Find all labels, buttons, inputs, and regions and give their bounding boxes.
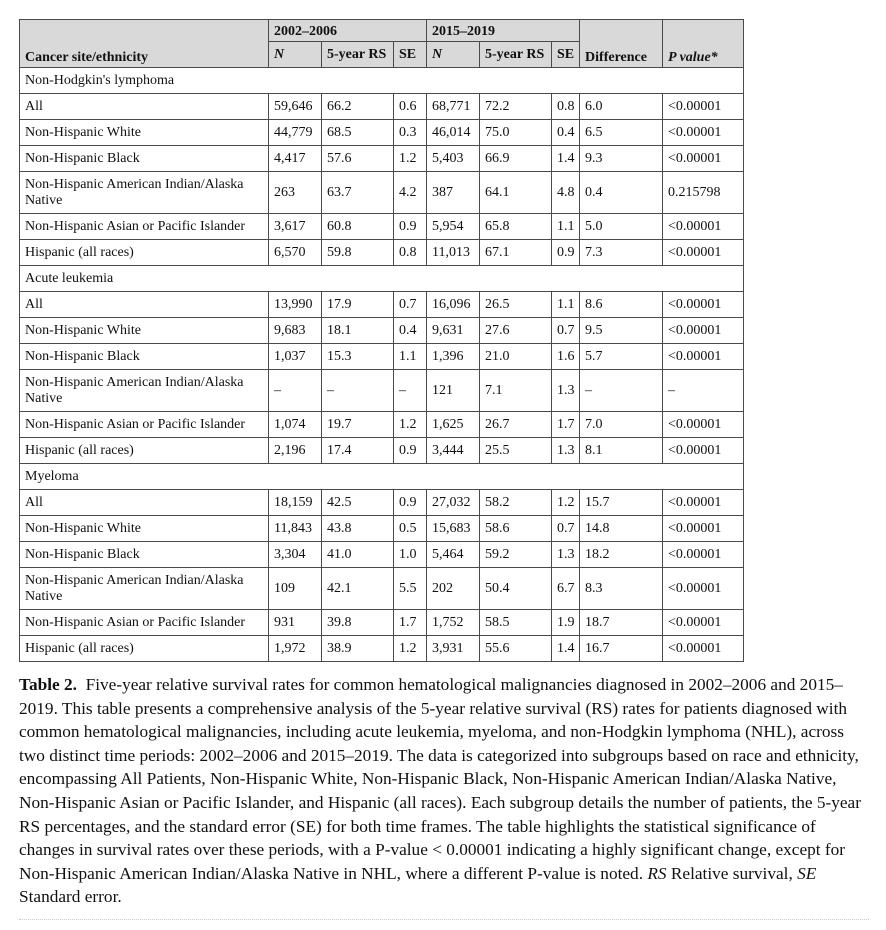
cell-rs-b: 27.6 bbox=[480, 318, 552, 344]
cell-rs-a: 68.5 bbox=[322, 120, 394, 146]
table-row bbox=[20, 146, 744, 172]
cell-rs-b: 21.0 bbox=[480, 344, 552, 370]
cell-n-b: 27,032 bbox=[427, 490, 480, 516]
cell-se-b: 0.7 bbox=[552, 516, 580, 542]
cell-rs-a: 17.4 bbox=[322, 438, 394, 464]
cell-se-a: 0.9 bbox=[394, 214, 427, 240]
cell-se-a: 1.0 bbox=[394, 542, 427, 568]
cell-label: Non-Hispanic Black bbox=[20, 344, 269, 370]
cell-se-b: 1.3 bbox=[552, 370, 580, 412]
cell-se-a: 1.7 bbox=[394, 610, 427, 636]
header-period-b: 2015–2019 bbox=[427, 20, 580, 42]
cell-n-b: 1,396 bbox=[427, 344, 480, 370]
cell-difference: 9.5 bbox=[580, 318, 663, 344]
cell-n-b: 15,683 bbox=[427, 516, 480, 542]
cell-se-a: 0.3 bbox=[394, 120, 427, 146]
table-row bbox=[20, 490, 744, 516]
cell-p-value: <0.00001 bbox=[663, 318, 744, 344]
caption-abbr-se-text: Standard error. bbox=[19, 887, 122, 907]
cell-n-a: 931 bbox=[269, 610, 322, 636]
cell-n-a: – bbox=[269, 370, 322, 412]
cell-rs-a: 60.8 bbox=[322, 214, 394, 240]
cell-rs-b: 72.2 bbox=[480, 94, 552, 120]
table-row bbox=[20, 120, 744, 146]
cell-p-value: <0.00001 bbox=[663, 120, 744, 146]
cell-difference: 6.5 bbox=[580, 120, 663, 146]
cell-se-a: 0.7 bbox=[394, 292, 427, 318]
cell-se-b: 0.9 bbox=[552, 240, 580, 266]
section-row bbox=[20, 266, 744, 292]
cell-n-a: 44,779 bbox=[269, 120, 322, 146]
cell-rs-a: 18.1 bbox=[322, 318, 394, 344]
cell-se-b: 1.3 bbox=[552, 542, 580, 568]
cell-se-b: 6.7 bbox=[552, 568, 580, 610]
cell-rs-a: 41.0 bbox=[322, 542, 394, 568]
table-row bbox=[20, 568, 744, 610]
cell-rs-b: 67.1 bbox=[480, 240, 552, 266]
cell-rs-b: 50.4 bbox=[480, 568, 552, 610]
cell-p-value: <0.00001 bbox=[663, 344, 744, 370]
cell-rs-a: 43.8 bbox=[322, 516, 394, 542]
cell-rs-b: 26.5 bbox=[480, 292, 552, 318]
cell-difference: 6.0 bbox=[580, 94, 663, 120]
cell-label: Non-Hispanic Asian or Pacific Islander bbox=[20, 214, 269, 240]
cell-n-a: 109 bbox=[269, 568, 322, 610]
cell-n-a: 3,617 bbox=[269, 214, 322, 240]
cell-p-value: <0.00001 bbox=[663, 490, 744, 516]
cell-se-b: 1.6 bbox=[552, 344, 580, 370]
cell-n-b: 121 bbox=[427, 370, 480, 412]
caption-body: This table presents a comprehensive analysis of the 5-year relative survival (RS) rates for patients diagnosed with common hematological malignancies, including acute leukemia, myeloma, and non-Hodgkin lymphoma (NHL), across two distinct time periods: 2002–2006 and 2015–2019. The data is categorized into subgroups based on race and ethnicity, encompassing All Patients, Non-Hispanic White, Non-Hispanic Black, Non-Hispanic American Indian/Alaska Native, Non-Hispanic Asian or Pacific Islander, and Hispanic (all races). Each subgroup details the number of patients, the 5-year RS percentages, and the standard error (SE) for both time frames. The table highlights the statistical significance of changes in survival rates over these periods, with a P-value < 0.00001 indicating a highly significant change, except for Non-Hispanic American Indian/Alaska Native in NHL, where a different P-value is noted. bbox=[19, 698, 861, 883]
cell-n-b: 9,631 bbox=[427, 318, 480, 344]
cell-n-b: 1,752 bbox=[427, 610, 480, 636]
cell-n-b: 3,931 bbox=[427, 636, 480, 662]
caption-abbr-rs: RS bbox=[647, 863, 667, 883]
cell-se-b: 1.9 bbox=[552, 610, 580, 636]
cell-rs-a: – bbox=[322, 370, 394, 412]
cell-rs-a: 38.9 bbox=[322, 636, 394, 662]
cell-se-b: 1.4 bbox=[552, 146, 580, 172]
header-p-value: P value* bbox=[663, 20, 744, 68]
survival-table bbox=[19, 19, 744, 662]
table-row bbox=[20, 370, 744, 412]
cell-p-value: <0.00001 bbox=[663, 636, 744, 662]
cell-p-value: <0.00001 bbox=[663, 412, 744, 438]
cell-p-value: 0.215798 bbox=[663, 172, 744, 214]
header-se-a: SE bbox=[394, 42, 427, 68]
cell-rs-b: 64.1 bbox=[480, 172, 552, 214]
cell-se-a: 4.2 bbox=[394, 172, 427, 214]
cell-label: Non-Hispanic White bbox=[20, 318, 269, 344]
cell-n-a: 6,570 bbox=[269, 240, 322, 266]
cell-label: Hispanic (all races) bbox=[20, 438, 269, 464]
table-row bbox=[20, 344, 744, 370]
table-row bbox=[20, 240, 744, 266]
header-n-b: N bbox=[427, 42, 480, 68]
cell-difference: 8.1 bbox=[580, 438, 663, 464]
cell-se-b: 0.4 bbox=[552, 120, 580, 146]
cell-difference: 18.2 bbox=[580, 542, 663, 568]
cell-n-b: 3,444 bbox=[427, 438, 480, 464]
cell-se-b: 1.1 bbox=[552, 292, 580, 318]
cell-n-a: 263 bbox=[269, 172, 322, 214]
cell-difference: 7.0 bbox=[580, 412, 663, 438]
cell-label: Hispanic (all races) bbox=[20, 636, 269, 662]
cell-se-b: 1.4 bbox=[552, 636, 580, 662]
table-row bbox=[20, 318, 744, 344]
table-row bbox=[20, 214, 744, 240]
cell-n-b: 387 bbox=[427, 172, 480, 214]
cell-n-a: 3,304 bbox=[269, 542, 322, 568]
cell-n-b: 46,014 bbox=[427, 120, 480, 146]
cell-se-b: 1.2 bbox=[552, 490, 580, 516]
cell-rs-a: 42.1 bbox=[322, 568, 394, 610]
cell-n-b: 68,771 bbox=[427, 94, 480, 120]
cell-p-value: <0.00001 bbox=[663, 214, 744, 240]
cell-label: Non-Hispanic American Indian/Alaska Native bbox=[20, 568, 269, 610]
cell-label: All bbox=[20, 94, 269, 120]
header-rs-a: 5-year RS bbox=[322, 42, 394, 68]
cell-p-value: <0.00001 bbox=[663, 516, 744, 542]
cell-se-a: 1.2 bbox=[394, 412, 427, 438]
cell-p-value: <0.00001 bbox=[663, 542, 744, 568]
table-row bbox=[20, 292, 744, 318]
cell-p-value: <0.00001 bbox=[663, 610, 744, 636]
cell-n-a: 9,683 bbox=[269, 318, 322, 344]
cell-rs-a: 19.7 bbox=[322, 412, 394, 438]
cell-n-a: 13,990 bbox=[269, 292, 322, 318]
cell-difference: 16.7 bbox=[580, 636, 663, 662]
cell-se-a: 0.9 bbox=[394, 490, 427, 516]
table-body bbox=[20, 68, 744, 662]
cell-label: Non-Hispanic Black bbox=[20, 542, 269, 568]
cell-n-a: 4,417 bbox=[269, 146, 322, 172]
caption-abbr-se: SE bbox=[797, 863, 817, 883]
cell-se-b: 1.7 bbox=[552, 412, 580, 438]
section-title: Myeloma bbox=[20, 464, 744, 490]
cell-label: All bbox=[20, 490, 269, 516]
cell-n-b: 1,625 bbox=[427, 412, 480, 438]
cell-n-b: 202 bbox=[427, 568, 480, 610]
cell-p-value: <0.00001 bbox=[663, 292, 744, 318]
cell-rs-a: 42.5 bbox=[322, 490, 394, 516]
header-difference: Difference bbox=[580, 20, 663, 68]
cell-n-a: 2,196 bbox=[269, 438, 322, 464]
cell-se-a: 1.2 bbox=[394, 146, 427, 172]
cell-p-value: <0.00001 bbox=[663, 146, 744, 172]
cell-rs-b: 7.1 bbox=[480, 370, 552, 412]
cell-n-a: 1,074 bbox=[269, 412, 322, 438]
cell-difference: – bbox=[580, 370, 663, 412]
cell-rs-b: 58.2 bbox=[480, 490, 552, 516]
cell-n-a: 1,037 bbox=[269, 344, 322, 370]
table-row bbox=[20, 172, 744, 214]
cell-se-a: 1.1 bbox=[394, 344, 427, 370]
cell-label: Non-Hispanic White bbox=[20, 120, 269, 146]
header-period-a: 2002–2006 bbox=[269, 20, 427, 42]
cell-se-a: 0.5 bbox=[394, 516, 427, 542]
cell-se-a: 5.5 bbox=[394, 568, 427, 610]
cell-rs-a: 39.8 bbox=[322, 610, 394, 636]
cell-rs-a: 59.8 bbox=[322, 240, 394, 266]
header-se-b: SE bbox=[552, 42, 580, 68]
cell-label: All bbox=[20, 292, 269, 318]
cell-difference: 14.8 bbox=[580, 516, 663, 542]
table-container bbox=[19, 19, 743, 662]
header-row-periods bbox=[20, 20, 744, 42]
cell-se-b: 0.8 bbox=[552, 94, 580, 120]
cell-se-a: 0.9 bbox=[394, 438, 427, 464]
table-row bbox=[20, 412, 744, 438]
cell-rs-b: 75.0 bbox=[480, 120, 552, 146]
cell-difference: 9.3 bbox=[580, 146, 663, 172]
cell-n-a: 1,972 bbox=[269, 636, 322, 662]
cell-difference: 5.7 bbox=[580, 344, 663, 370]
table-caption: Table 2. Five-year relative survival rates for common hematological malignancies diagnosed in 2002–2006 and 2015–2019. This table presents a comprehensive analysis of the 5-year relative survival (RS) rates for patients diagnosed with common hematological malignancies, including acute leukemia, myeloma, and non-Hodgkin lymphoma (NHL), across two distinct time periods: 2002–2006 and 2015–2019. The data is categorized into subgroups based on race and ethnicity, encompassing All Patients, Non-Hispanic White, Non-Hispanic Black, Non-Hispanic American Indian/Alaska Native, Non-Hispanic Asian or Pacific Islander, and Hispanic (all races). Each subgroup details the number of patients, the 5-year RS percentages, and the standard error (SE) for both time frames. The table highlights the statistical significance of changes in survival rates over these periods, with a P-value < 0.00001 indicating a highly significant change, except for Non-Hispanic American Indian/Alaska Native in NHL, where a different P-value is noted. RS Relative survival, SE Standard error. bbox=[19, 675, 861, 907]
table-row bbox=[20, 516, 744, 542]
cell-n-b: 5,464 bbox=[427, 542, 480, 568]
cell-difference: 8.6 bbox=[580, 292, 663, 318]
section-row bbox=[20, 464, 744, 490]
cell-p-value: <0.00001 bbox=[663, 94, 744, 120]
cell-difference: 15.7 bbox=[580, 490, 663, 516]
cell-label: Non-Hispanic White bbox=[20, 516, 269, 542]
cell-label: Non-Hispanic American Indian/Alaska Native bbox=[20, 370, 269, 412]
cell-label: Hispanic (all races) bbox=[20, 240, 269, 266]
cell-difference: 8.3 bbox=[580, 568, 663, 610]
cell-n-a: 11,843 bbox=[269, 516, 322, 542]
cell-difference: 5.0 bbox=[580, 214, 663, 240]
cell-rs-b: 66.9 bbox=[480, 146, 552, 172]
cell-n-b: 16,096 bbox=[427, 292, 480, 318]
cell-rs-a: 57.6 bbox=[322, 146, 394, 172]
cell-p-value: <0.00001 bbox=[663, 568, 744, 610]
caption-abbr-rs-text: Relative survival, bbox=[670, 863, 793, 883]
cell-p-value: – bbox=[663, 370, 744, 412]
caption-title: Five-year relative survival rates for common hematological malignancies diagnosed in 2002–2006 and 2015–2019. bbox=[19, 675, 843, 718]
cell-rs-a: 66.2 bbox=[322, 94, 394, 120]
cell-se-b: 4.8 bbox=[552, 172, 580, 214]
cell-rs-b: 59.2 bbox=[480, 542, 552, 568]
cell-se-a: 0.8 bbox=[394, 240, 427, 266]
cell-rs-a: 17.9 bbox=[322, 292, 394, 318]
table-row bbox=[20, 610, 744, 636]
cell-n-a: 59,646 bbox=[269, 94, 322, 120]
cell-se-a: – bbox=[394, 370, 427, 412]
section-row bbox=[20, 68, 744, 94]
cell-se-a: 0.6 bbox=[394, 94, 427, 120]
cell-rs-b: 58.6 bbox=[480, 516, 552, 542]
cell-n-a: 18,159 bbox=[269, 490, 322, 516]
cell-label: Non-Hispanic American Indian/Alaska Native bbox=[20, 172, 269, 214]
page-divider bbox=[19, 919, 869, 920]
cell-rs-b: 26.7 bbox=[480, 412, 552, 438]
section-title: Non-Hodgkin's lymphoma bbox=[20, 68, 744, 94]
cell-se-a: 1.2 bbox=[394, 636, 427, 662]
cell-se-a: 0.4 bbox=[394, 318, 427, 344]
table-row bbox=[20, 542, 744, 568]
cell-n-b: 11,013 bbox=[427, 240, 480, 266]
cell-rs-b: 25.5 bbox=[480, 438, 552, 464]
table-row bbox=[20, 636, 744, 662]
cell-rs-b: 58.5 bbox=[480, 610, 552, 636]
header-n-a: N bbox=[269, 42, 322, 68]
cell-difference: 7.3 bbox=[580, 240, 663, 266]
table-row bbox=[20, 438, 744, 464]
header-site: Cancer site/ethnicity bbox=[20, 20, 269, 68]
cell-se-b: 1.3 bbox=[552, 438, 580, 464]
cell-label: Non-Hispanic Black bbox=[20, 146, 269, 172]
cell-rs-b: 65.8 bbox=[480, 214, 552, 240]
cell-difference: 18.7 bbox=[580, 610, 663, 636]
cell-n-b: 5,403 bbox=[427, 146, 480, 172]
caption-label: Table 2 bbox=[19, 675, 73, 694]
cell-rs-b: 55.6 bbox=[480, 636, 552, 662]
cell-rs-a: 15.3 bbox=[322, 344, 394, 370]
cell-n-b: 5,954 bbox=[427, 214, 480, 240]
cell-label: Non-Hispanic Asian or Pacific Islander bbox=[20, 412, 269, 438]
table-header bbox=[20, 20, 744, 68]
cell-p-value: <0.00001 bbox=[663, 438, 744, 464]
cell-rs-a: 63.7 bbox=[322, 172, 394, 214]
cell-p-value: <0.00001 bbox=[663, 240, 744, 266]
header-rs-b: 5-year RS bbox=[480, 42, 552, 68]
cell-difference: 0.4 bbox=[580, 172, 663, 214]
cell-se-b: 0.7 bbox=[552, 318, 580, 344]
table-row bbox=[20, 94, 744, 120]
section-title: Acute leukemia bbox=[20, 266, 744, 292]
cell-se-b: 1.1 bbox=[552, 214, 580, 240]
cell-label: Non-Hispanic Asian or Pacific Islander bbox=[20, 610, 269, 636]
